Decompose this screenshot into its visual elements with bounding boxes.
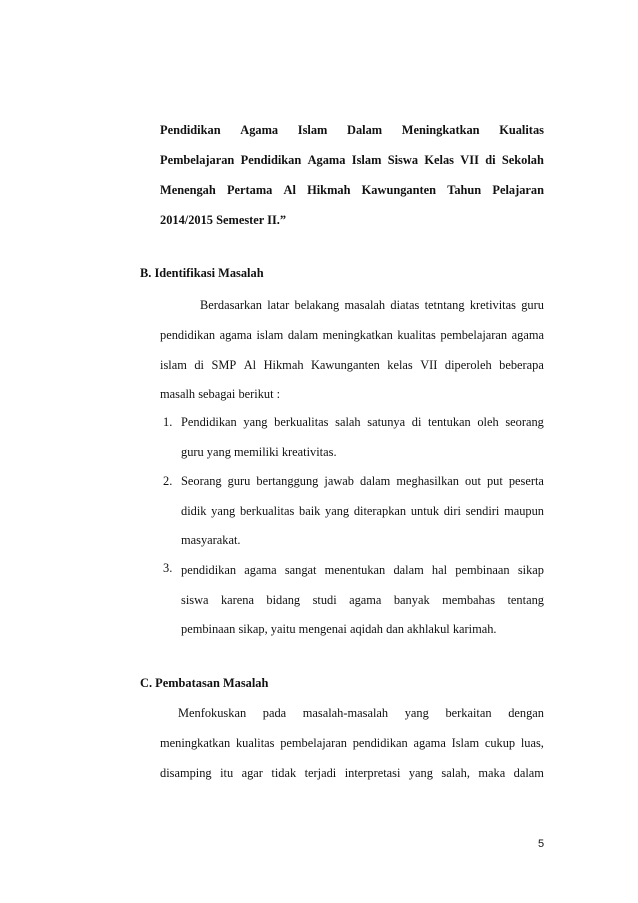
section-c-para-line-2: meningkatkan kualitas pembelajaran pendidikan agama Islam cukup luas, — [160, 736, 544, 750]
list-item-2-line-3: masyarakat. — [181, 533, 241, 547]
intro-line-4: 2014/2015 Semester II.” — [160, 213, 287, 227]
list-item-3-number: 3. — [163, 561, 173, 575]
list-item-3-line-1: pendidikan agama sangat menentukan dalam hal pembinaan sikap — [181, 563, 544, 577]
list-item-1-line-1: Pendidikan yang berkualitas salah satunya di tentukan oleh seorang — [181, 415, 544, 429]
section-b-para-line-1: Berdasarkan latar belakang masalah diatas tetntang kretivitas guru — [200, 298, 544, 312]
list-item-3-line-2: siswa karena bidang studi agama banyak membahas tentang — [181, 593, 544, 607]
list-item-2-number: 2. — [163, 474, 173, 488]
list-item-1-number: 1. — [163, 415, 173, 429]
page-number: 5 — [538, 838, 545, 850]
section-c-para-line-1: Menfokuskan pada masalah-masalah yang berkaitan dengan — [178, 706, 544, 720]
section-b-para-line-3: islam di SMP Al Hikmah Kawunganten kelas VII diperoleh beberapa — [160, 358, 544, 372]
list-item-2-line-2: didik yang berkualitas baik yang diterapkan untuk diri sendiri maupun — [181, 504, 544, 518]
list-item-1-line-2: guru yang memiliki kreativitas. — [181, 445, 337, 459]
list-item-2-line-1: Seorang guru bertanggung jawab dalam meghasilkan out put peserta — [181, 474, 544, 488]
section-b-para-line-2: pendidikan agama islam dalam meningkatkan kualitas pembelajaran agama — [160, 328, 544, 342]
section-b-heading: B. Identifikasi Masalah — [140, 266, 264, 280]
intro-line-1: Pendidikan Agama Islam Dalam Meningkatkan Kualitas — [160, 123, 544, 137]
section-b-para-line-4: masalh sebagai berikut : — [160, 387, 281, 401]
intro-line-2: Pembelajaran Pendidikan Agama Islam Siswa Kelas VII di Sekolah — [160, 153, 544, 167]
section-c-heading: C. Pembatasan Masalah — [140, 676, 269, 690]
intro-line-3: Menengah Pertama Al Hikmah Kawunganten Tahun Pelajaran — [160, 183, 544, 197]
list-item-3-line-3: pembinaan sikap, yaitu mengenai aqidah dan akhlakul karimah. — [181, 622, 497, 636]
section-c-para-line-3: disamping itu agar tidak terjadi interpretasi yang salah, maka dalam — [160, 766, 544, 780]
